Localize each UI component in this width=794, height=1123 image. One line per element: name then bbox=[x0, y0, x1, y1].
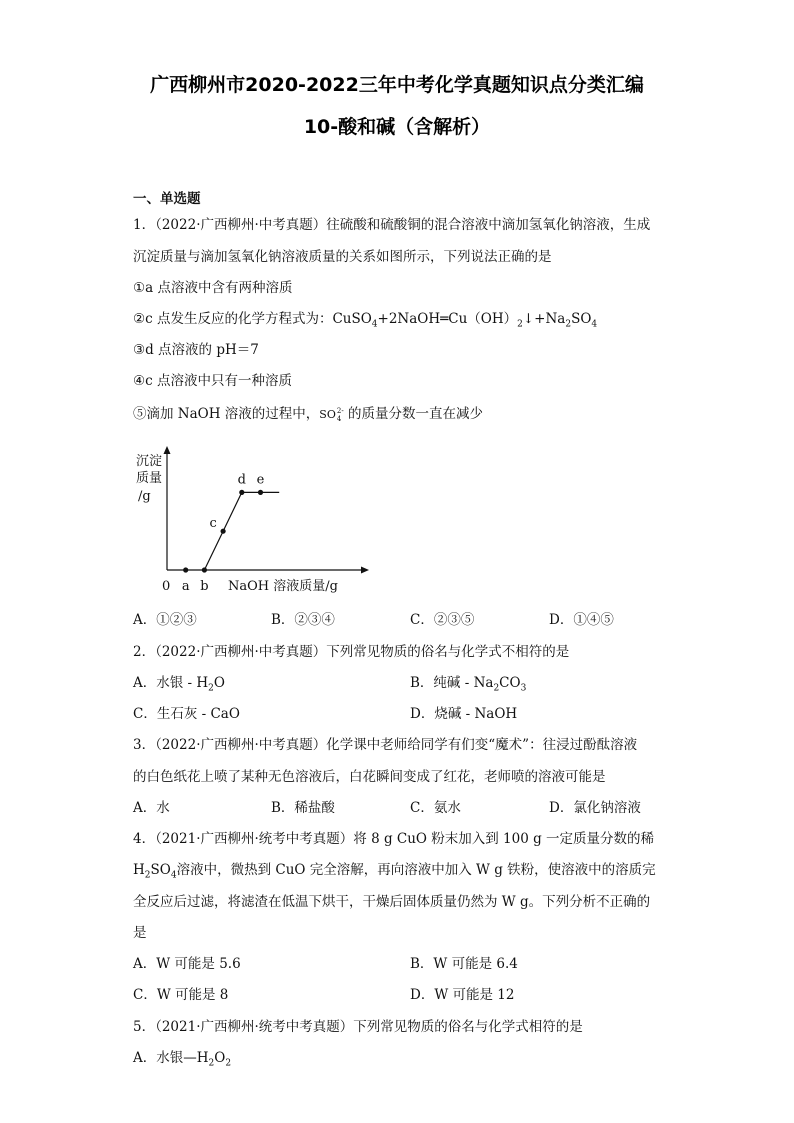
q4-option-d[interactable]: D．W 可能是 12 bbox=[410, 987, 515, 1003]
point-label-b: b bbox=[200, 579, 209, 594]
point-label-a: a bbox=[181, 579, 190, 594]
q4-option-b[interactable]: B．W 可能是 6.4 bbox=[410, 956, 518, 972]
q5-option-a[interactable]: A．水银$—H_2O_2$ bbox=[133, 1050, 232, 1069]
data-point-d bbox=[239, 490, 244, 495]
data-point-b bbox=[202, 567, 207, 572]
q1-statement-5: ⑤滴加 NaOH 溶液的过程中，SO 2- 4 的质量分数一直在减少 bbox=[133, 406, 483, 423]
section-heading: 一、单选题 bbox=[133, 191, 201, 207]
data-point-a bbox=[183, 567, 188, 572]
q1-option-d[interactable]: D．①④⑤ bbox=[549, 612, 614, 628]
document-title: 广西柳州市2020-2022三年中考化学真题知识点分类汇编 bbox=[150, 74, 644, 96]
y-axis-arrow bbox=[164, 446, 171, 454]
q2-option-b[interactable]: B．纯碱 - $Na_2CO_3$ bbox=[410, 675, 527, 694]
sulfate-ion: SO 2- 4 bbox=[319, 407, 344, 423]
y-axis-label-line2: 质量 bbox=[136, 471, 163, 486]
origin-label: 0 bbox=[162, 579, 171, 594]
q3-option-b[interactable]: B．稀盐酸 bbox=[271, 800, 335, 816]
data-point-e bbox=[258, 490, 263, 495]
q3-stem-line2: 的白色纸花上喷了某种无色溶液后，白花瞬间变成了红花，老师喷的溶液可能是 bbox=[133, 769, 606, 785]
q4-stem-line1: 4．（2021·广西柳州·统考中考真题）将 8 g CuO 粉末加入到 100 g 一定质量分数的稀 bbox=[133, 831, 655, 847]
q1-option-b[interactable]: B．②③④ bbox=[271, 612, 335, 628]
q1-option-a[interactable]: A．①②③ bbox=[133, 612, 197, 628]
q2-option-c[interactable]: C．生石灰 - CaO bbox=[133, 706, 240, 722]
q3-option-d[interactable]: D．氯化钠溶液 bbox=[549, 800, 641, 816]
q3-option-a[interactable]: A．水 bbox=[133, 800, 170, 816]
precipitate-mass-chart bbox=[126, 444, 376, 600]
document-subtitle: 10-酸和碱（含解析） bbox=[303, 116, 491, 138]
q1-statement-4: ④c 点溶液中只有一种溶质 bbox=[133, 373, 292, 389]
y-axis-label bbox=[136, 453, 162, 504]
q4-stem-line4: 是 bbox=[133, 925, 147, 941]
y-axis-label-line1: 沉淀 bbox=[136, 454, 163, 469]
q2-option-d[interactable]: D．烧碱 - NaOH bbox=[410, 706, 518, 722]
data-point-c bbox=[221, 529, 226, 534]
q1-stem-line1: 1．（2022·广西柳州·中考真题）往硫酸和硫酸铜的混合溶液中滴加氢氧化钠溶液，生成 bbox=[133, 217, 651, 233]
q3-stem-line1: 3．（2022·广西柳州·中考真题）化学课中老师给同学有们变“魔术”：往浸过酚酞溶液 bbox=[133, 737, 638, 753]
q1-option-c[interactable]: C．②③⑤ bbox=[410, 612, 475, 628]
q3-option-c[interactable]: C．氨水 bbox=[410, 800, 461, 816]
point-label-e: e bbox=[256, 472, 265, 488]
q1-stem-line2: 沉淀质量与滴加氢氧化钠溶液质量的关系如图所示，下列说法正确的是 bbox=[133, 249, 552, 265]
q1-statement-2: ②c 点发生反应的化学方程式为：$CuSO_4+2NaOH═Cu(OH)_2↓+Na_2SO_4$ bbox=[133, 311, 598, 330]
q5-stem: 5．（2021·广西柳州·统考中考真题）下列常见物质的俗名与化学式相符的是 bbox=[133, 1019, 583, 1035]
point-label-c: c bbox=[209, 516, 217, 532]
q4-option-c[interactable]: C．W 可能是 8 bbox=[133, 987, 229, 1003]
point-label-d: d bbox=[237, 472, 246, 488]
q2-option-a[interactable]: A．水银 - $H_2O$ bbox=[133, 675, 225, 694]
q1-statement-1: ①a 点溶液中含有两种溶质 bbox=[133, 280, 293, 296]
x-axis-arrow bbox=[361, 567, 369, 574]
x-axis-label: NaOH 溶液质量/g bbox=[228, 579, 338, 594]
q4-option-a[interactable]: A．W 可能是 5.6 bbox=[133, 956, 241, 972]
q4-stem-line2: $H_2SO_4$溶液中，微热到 CuO 完全溶解，再向溶液中加入 W g 铁粉，使溶液中的溶质完 bbox=[133, 862, 656, 881]
y-axis-label-line3: /g bbox=[138, 489, 151, 504]
q1-statement-3: ③d 点溶液的 pH＝7 bbox=[133, 342, 259, 358]
q4-stem-line3: 全反应后过滤，将滤渣在低温下烘干，干燥后固体质量仍然为 W g。下列分析不正确的 bbox=[133, 894, 651, 910]
q2-stem: 2．（2022·广西柳州·中考真题）下列常见物质的俗名与化学式不相符的是 bbox=[133, 644, 570, 660]
